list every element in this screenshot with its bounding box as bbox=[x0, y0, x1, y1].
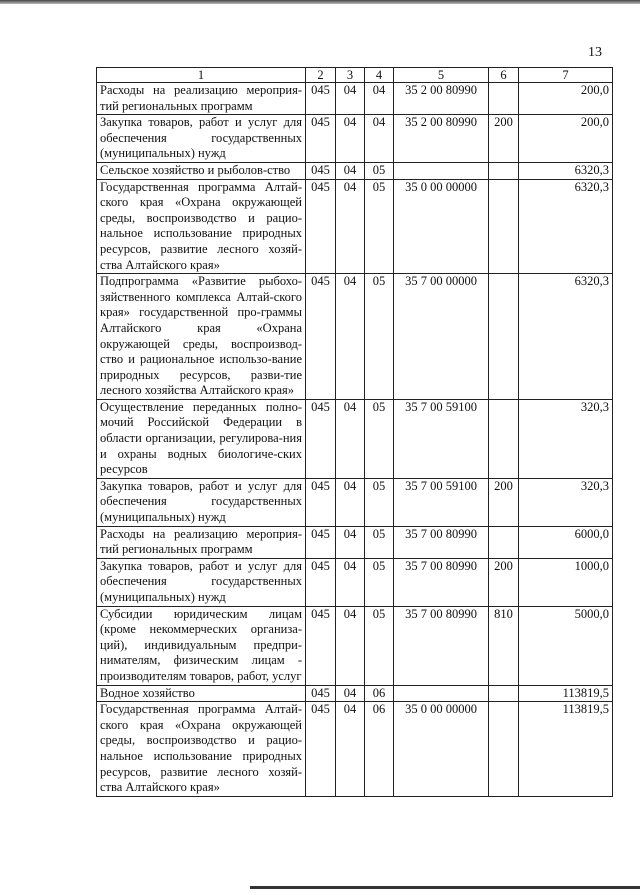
row-subsection: 05 bbox=[365, 558, 394, 606]
row-admin-code: 045 bbox=[306, 399, 336, 478]
row-amount: 113819,5 bbox=[519, 685, 613, 702]
row-expense-type bbox=[489, 399, 519, 478]
row-name: Закупка товаров, работ и услуг для обеспечения государственных (муниципальных) нужд bbox=[97, 558, 306, 606]
row-target-code: 35 7 00 80990 bbox=[394, 606, 489, 685]
row-subsection: 05 bbox=[365, 162, 394, 179]
row-name: Водное хозяйство bbox=[97, 685, 306, 702]
row-admin-code: 045 bbox=[306, 685, 336, 702]
row-target-code: 35 2 00 80990 bbox=[394, 83, 489, 115]
row-target-code bbox=[394, 162, 489, 179]
row-admin-code: 045 bbox=[306, 606, 336, 685]
table-row bbox=[97, 179, 613, 274]
row-section: 04 bbox=[336, 702, 365, 797]
row-target-code bbox=[394, 685, 489, 702]
header-row bbox=[97, 68, 613, 83]
row-target-code: 35 2 00 80990 bbox=[394, 115, 489, 163]
row-expense-type: 200 bbox=[489, 558, 519, 606]
row-section: 04 bbox=[336, 526, 365, 558]
row-amount: 200,0 bbox=[519, 83, 613, 115]
row-name: Расходы на реализацию мероприя-тий региональных программ bbox=[97, 526, 306, 558]
row-expense-type bbox=[489, 685, 519, 702]
row-section: 04 bbox=[336, 162, 365, 179]
row-admin-code: 045 bbox=[306, 115, 336, 163]
row-target-code: 35 0 00 00000 bbox=[394, 702, 489, 797]
row-expense-type bbox=[489, 179, 519, 274]
row-section: 04 bbox=[336, 478, 365, 526]
row-admin-code: 045 bbox=[306, 179, 336, 274]
row-section: 04 bbox=[336, 83, 365, 115]
table-row bbox=[97, 274, 613, 400]
col-header-type: 6 bbox=[489, 68, 519, 83]
row-target-code: 35 0 00 00000 bbox=[394, 179, 489, 274]
row-amount: 6320,3 bbox=[519, 162, 613, 179]
row-target-code: 35 7 00 59100 bbox=[394, 399, 489, 478]
col-header-subsection: 4 bbox=[365, 68, 394, 83]
row-admin-code: 045 bbox=[306, 526, 336, 558]
row-section: 04 bbox=[336, 558, 365, 606]
row-name: Закупка товаров, работ и услуг для обеспечения государственных (муниципальных) нужд bbox=[97, 478, 306, 526]
row-expense-type bbox=[489, 702, 519, 797]
row-name: Субсидии юридическим лицам (кроме некоммерческих организа-ций), индивидуальным предпри-нимателям, физическим лицам - производителям товаров, работ, услуг bbox=[97, 606, 306, 685]
row-target-code: 35 7 00 80990 bbox=[394, 526, 489, 558]
row-expense-type bbox=[489, 526, 519, 558]
row-admin-code: 045 bbox=[306, 558, 336, 606]
page-number: 13 bbox=[588, 45, 602, 60]
row-name: Закупка товаров, работ и услуг для обеспечения государственных (муниципальных) нужд bbox=[97, 115, 306, 163]
row-amount: 6000,0 bbox=[519, 526, 613, 558]
row-amount: 6320,3 bbox=[519, 179, 613, 274]
row-amount: 320,3 bbox=[519, 478, 613, 526]
row-name: Расходы на реализацию мероприя-тий региональных программ bbox=[97, 83, 306, 115]
row-subsection: 05 bbox=[365, 399, 394, 478]
table-row bbox=[97, 83, 613, 115]
row-subsection: 04 bbox=[365, 115, 394, 163]
row-subsection: 05 bbox=[365, 526, 394, 558]
page-top-edge bbox=[0, 0, 640, 4]
table-row bbox=[97, 558, 613, 606]
row-section: 04 bbox=[336, 685, 365, 702]
table-row bbox=[97, 162, 613, 179]
table-row bbox=[97, 115, 613, 163]
row-target-code: 35 7 00 80990 bbox=[394, 558, 489, 606]
row-section: 04 bbox=[336, 274, 365, 400]
table-row bbox=[97, 702, 613, 797]
row-admin-code: 045 bbox=[306, 83, 336, 115]
row-amount: 200,0 bbox=[519, 115, 613, 163]
row-target-code: 35 7 00 00000 bbox=[394, 274, 489, 400]
row-expense-type: 200 bbox=[489, 115, 519, 163]
col-header-name: 1 bbox=[97, 68, 306, 83]
row-expense-type: 810 bbox=[489, 606, 519, 685]
row-admin-code: 045 bbox=[306, 478, 336, 526]
row-subsection: 04 bbox=[365, 83, 394, 115]
row-amount: 6320,3 bbox=[519, 274, 613, 400]
row-expense-type: 200 bbox=[489, 478, 519, 526]
row-name: Сельское хозяйство и рыболов-ство bbox=[97, 162, 306, 179]
row-amount: 1000,0 bbox=[519, 558, 613, 606]
col-header-target: 5 bbox=[394, 68, 489, 83]
row-admin-code: 045 bbox=[306, 162, 336, 179]
row-admin-code: 045 bbox=[306, 274, 336, 400]
table-row bbox=[97, 685, 613, 702]
page-bottom-edge bbox=[250, 886, 640, 889]
row-subsection: 05 bbox=[365, 274, 394, 400]
row-amount: 320,3 bbox=[519, 399, 613, 478]
table-row bbox=[97, 399, 613, 478]
row-expense-type bbox=[489, 162, 519, 179]
row-section: 04 bbox=[336, 115, 365, 163]
table-row bbox=[97, 478, 613, 526]
row-name: Государственная программа Алтай-ского края «Охрана окружающей среды, воспроизводство и рацио-нальное использование природных ресурсов, развитие лесного хозяй-ства Алтайского края» bbox=[97, 702, 306, 797]
row-amount: 113819,5 bbox=[519, 702, 613, 797]
row-name: Осуществление переданных полно-мочий Российской Федерации в области организации, регулирова-ния и охраны водных биологиче-ских ресурсов bbox=[97, 399, 306, 478]
row-name: Подпрограмма «Развитие рыбохо-зяйственного комплекса Алтай-ского края» государственной про-граммы Алтайского края «Охрана окружающей среды, воспроизвод-ство и рациональное использо-вание природных ресурсов, разви-тие лесного хозяйства Алтайского края» bbox=[97, 274, 306, 400]
table-body bbox=[97, 83, 613, 797]
row-subsection: 05 bbox=[365, 606, 394, 685]
row-expense-type bbox=[489, 274, 519, 400]
col-header-amount: 7 bbox=[519, 68, 613, 83]
row-section: 04 bbox=[336, 606, 365, 685]
col-header-section: 3 bbox=[336, 68, 365, 83]
row-subsection: 06 bbox=[365, 685, 394, 702]
row-target-code: 35 7 00 59100 bbox=[394, 478, 489, 526]
row-section: 04 bbox=[336, 399, 365, 478]
row-subsection: 05 bbox=[365, 179, 394, 274]
row-admin-code: 045 bbox=[306, 702, 336, 797]
budget-table bbox=[96, 67, 613, 797]
table-row bbox=[97, 526, 613, 558]
row-subsection: 06 bbox=[365, 702, 394, 797]
col-header-admin: 2 bbox=[306, 68, 336, 83]
table-row bbox=[97, 606, 613, 685]
row-name: Государственная программа Алтай-ского края «Охрана окружающей среды, воспроизводство и рацио-нальное использование природных ресурсов, развитие лесного хозяй-ства Алтайского края» bbox=[97, 179, 306, 274]
row-subsection: 05 bbox=[365, 478, 394, 526]
row-amount: 5000,0 bbox=[519, 606, 613, 685]
row-section: 04 bbox=[336, 179, 365, 274]
row-expense-type bbox=[489, 83, 519, 115]
